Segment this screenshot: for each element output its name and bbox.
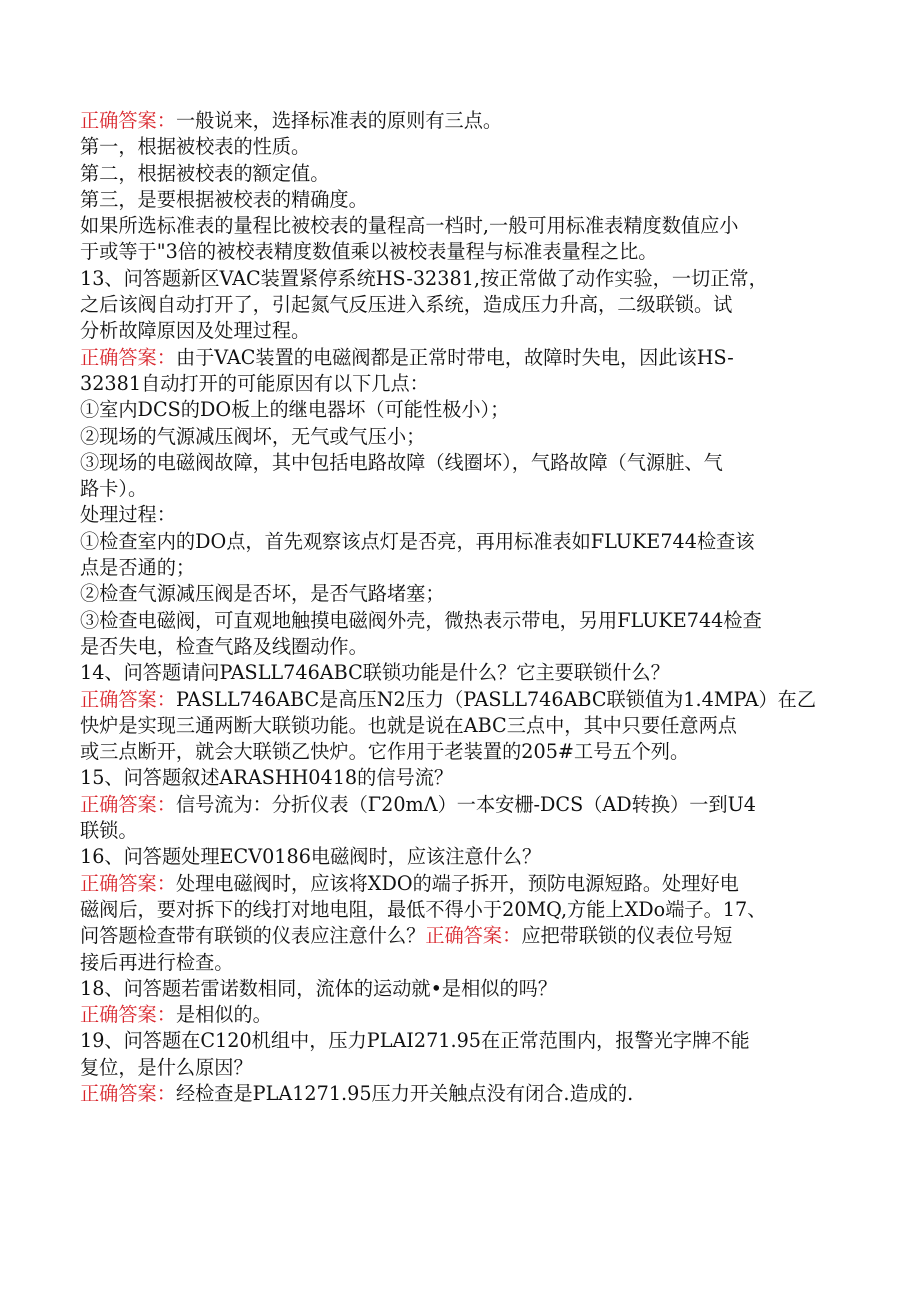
line-text: 分析故障原因及处理过程。 [80, 319, 311, 343]
line-text: 一般说来，选择标准表的原则有三点。 [175, 109, 503, 132]
text-line [80, 502, 832, 528]
line-text: 于或等于"3倍的被校表精度数值乘以被校表量程与标准表量程之比。 [80, 240, 658, 264]
line-text: ②现场的气源减压阀坏，无气或气压小； [80, 424, 426, 448]
document-page [80, 108, 832, 1107]
line-text: ③现场的电磁阀故障，其中包括电路故障（线圈坏），气路故障（气源脏、气 [80, 450, 723, 474]
line-text: 13、问答题新区VAC装置紧停系统HS-32381,按正常做了动作实验，一切正常， [80, 266, 768, 290]
text-line [80, 239, 832, 265]
line-text: 16、问答题处理ECV0186电磁阀时，应该注意什么？ [80, 845, 542, 869]
line-text: 信号流为：分折仪表（Γ20mΛ）一本安栅-DCS（AD转换）一到U4 [175, 792, 756, 816]
text-line [80, 818, 832, 844]
text-line [80, 660, 832, 686]
text-line [80, 976, 832, 1002]
answer-label: 正确答案： [80, 687, 176, 711]
text-line [80, 687, 832, 713]
answer-label: 正确答案： [80, 345, 176, 369]
line-text: 19、问答题在C120机组中，压力PLAI271.95在正常范围内，报警光字牌不能 [80, 1029, 750, 1053]
line-text: 联锁。 [80, 819, 138, 843]
text-line [80, 318, 832, 344]
text-line [80, 923, 832, 949]
text-line [80, 555, 832, 581]
line-text: 14、问答题请问PASLL746ABC联锁功能是什么？它主要联锁什么？ [80, 661, 670, 685]
text-line [80, 187, 832, 213]
text-line [80, 161, 832, 187]
text-line [80, 897, 832, 923]
line-text: 应把带联锁的仪表位号短 [521, 924, 733, 948]
line-text: 磁阀后，要对拆下的线打对地电阻，最低不得小于20MQ,方能上XDo端子。17、 [80, 897, 767, 921]
text-line [80, 108, 832, 134]
line-text: 第三，是要根据被校表的精确度。 [80, 187, 368, 211]
line-text: 18、问答题若雷诺数相同，流体的运动就•是相似的吗？ [80, 976, 558, 1000]
line-text: 快炉是实现三通两断大联锁功能。也就是说在ABC三点中，其中只要任意两点 [80, 713, 737, 737]
line-text: 点是否通的； [80, 556, 196, 580]
line-text: 或三点断开，就会大联锁乙快炉。它作用于老装置的205#工号五个列。 [80, 740, 690, 764]
line-text: 15、问答题叙述ARASHH0418的信号流？ [80, 766, 454, 790]
line-text: ①检查室内的DO点，首先观察该点灯是否亮，再用标准表如FLUKE744检查该 [80, 529, 755, 553]
text-line [80, 871, 832, 897]
text-line [80, 1055, 832, 1081]
text-line [80, 266, 832, 292]
line-text: ②检查气源减压阀是否坏，是否气路堵塞； [80, 582, 445, 606]
text-line [80, 345, 832, 371]
line-text: 第二，根据被校表的额定值。 [80, 161, 330, 185]
line-text: 问答题检查带有联锁的仪表应注意什么？ [80, 924, 426, 948]
text-line [80, 529, 832, 555]
text-line [80, 792, 832, 818]
answer-label: 正确答案： [80, 1003, 176, 1027]
text-line [80, 1081, 832, 1107]
line-text: 是否失电，检查气路及线圈动作。 [80, 634, 368, 658]
text-line [80, 292, 832, 318]
text-line [80, 450, 832, 476]
line-text: PASLL746ABC是高压N2压力（PASLL746ABC联锁值为1.4MPA）在乙 [175, 687, 817, 711]
text-line [80, 371, 832, 397]
answer-label: 正确答案： [80, 109, 176, 132]
text-line [80, 950, 832, 976]
text-line [80, 1028, 832, 1054]
text-line [80, 424, 832, 450]
answer-label: 正确答案： [425, 924, 522, 948]
text-line [80, 397, 832, 423]
line-text: 经检查是PLA1271.95压力开关触点没有闭合.造成的. [175, 1081, 634, 1105]
line-text: 路卡）。 [80, 477, 148, 501]
text-line [80, 134, 832, 160]
line-text: 由于VAC装置的电磁阀都是正常时带电，故障时失电，因此该HS- [175, 345, 734, 369]
text-line [80, 476, 832, 502]
text-line [80, 713, 832, 739]
line-text: 处理过程： [80, 503, 176, 527]
line-text: ①室内DCS的DO板上的继电器坏（可能性极小）； [80, 398, 510, 422]
text-line [80, 213, 832, 239]
line-text: ③检查电磁阀，可直观地触摸电磁阀外壳，微热表示带电，另用FLUKE744检查 [80, 608, 762, 632]
line-text: 如果所选标准表的量程比被校表的量程高一档时,一般可用标准表精度数值应小 [80, 214, 739, 238]
answer-label: 正确答案： [80, 871, 176, 895]
line-text: 第一，根据被校表的性质。 [80, 135, 311, 159]
answer-label: 正确答案： [80, 1081, 176, 1105]
text-line [80, 765, 832, 791]
answer-label: 正确答案： [80, 792, 176, 816]
line-text: 是相似的。 [175, 1003, 272, 1027]
line-text: 接后再进行检查。 [80, 950, 234, 974]
line-text: 32381自动打开的可能原因有以下几点： [80, 371, 429, 395]
text-line [80, 844, 832, 870]
line-text: 处理电磁阀时，应该将XDO的端子拆开，预防电源短路。处理好电 [175, 871, 739, 895]
text-line [80, 739, 832, 765]
text-line [80, 634, 832, 660]
text-line [80, 581, 832, 607]
text-line [80, 608, 832, 634]
text-line [80, 1002, 832, 1028]
line-text: 之后该阀自动打开了，引起氮气反压进入系统，造成压力升高，二级联锁。试 [80, 293, 733, 317]
line-text: 复位，是什么原因？ [80, 1055, 253, 1079]
